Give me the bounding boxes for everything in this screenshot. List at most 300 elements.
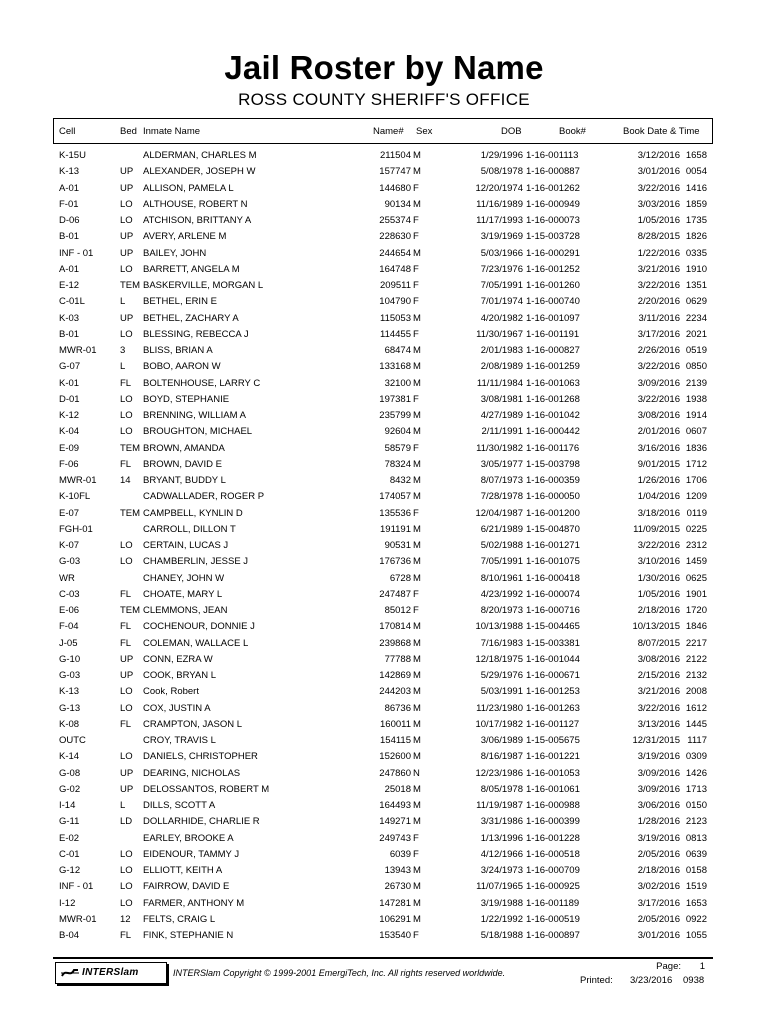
report-title: Jail Roster by Name (224, 49, 544, 86)
row-inmate-name: BOLTENHOUSE, LARRY C (143, 377, 261, 389)
row-bed: UP (120, 182, 134, 194)
table-row (0, 749, 768, 765)
table-row (0, 863, 768, 879)
row-cell: FGH-01 (59, 523, 93, 535)
row-book-number: 1-16-001042 (526, 410, 580, 421)
row-bed: LO (120, 848, 133, 860)
row-name-number: 133168 (379, 361, 411, 373)
row-book-time: 1713 (685, 783, 707, 795)
row-sex: M (413, 913, 421, 925)
row-book-number: 1-16-000050 (526, 491, 580, 503)
table-row (0, 522, 768, 538)
row-cell: G-02 (59, 783, 81, 795)
row-bed: UP (120, 653, 134, 665)
row-sex: F (413, 263, 419, 275)
row-dob: 3/31/1986 (480, 816, 523, 828)
row-book-date: 2/18/2016 (637, 865, 680, 876)
row-dob: 8/16/1987 (480, 751, 523, 763)
row-book-date: 3/21/2016 (637, 263, 680, 275)
row-sex: M (413, 653, 421, 665)
row-book-date: 3/22/2016 (637, 393, 680, 405)
row-cell: K-13 (59, 166, 80, 178)
row-sex: M (413, 751, 421, 763)
row-bed: LO (120, 556, 133, 568)
row-inmate-name: DILLS, SCOTT A (143, 800, 216, 811)
printed-date: 3/23/2016 (630, 975, 673, 986)
row-sex: F (413, 231, 419, 243)
row-sex: M (413, 556, 421, 568)
row-book-date: 1/05/2016 (637, 215, 680, 226)
row-cell: K-14 (59, 751, 80, 763)
row-dob: 11/30/1967 (476, 328, 523, 340)
row-sex: M (413, 865, 421, 876)
row-inmate-name: ALEXANDER, JOSEPH W (143, 166, 256, 178)
row-sex: M (413, 783, 421, 795)
row-bed: LO (120, 540, 133, 551)
row-book-time: 2132 (685, 670, 707, 681)
row-name-number: 244654 (379, 247, 411, 259)
row-book-time: 0309 (685, 751, 707, 763)
row-book-time: 0519 (685, 345, 707, 356)
row-dob: 5/29/1976 (480, 670, 523, 681)
column-header-bed: Bed (120, 126, 137, 137)
row-book-date: 3/19/2016 (637, 751, 680, 763)
row-inmate-name: CLEMMONS, JEAN (143, 605, 228, 616)
row-name-number: 6728 (389, 572, 411, 584)
table-row (0, 603, 768, 619)
row-bed: L (120, 800, 126, 811)
row-sex: M (413, 377, 421, 389)
row-inmate-name: FAIRROW, DAVID E (143, 881, 230, 893)
page-number: 1 (699, 961, 705, 972)
row-inmate-name: BOYD, STEPHANIE (143, 393, 230, 405)
row-dob: 11/19/1987 (476, 800, 523, 811)
row-book-time: 0335 (685, 247, 707, 259)
row-name-number: 135536 (379, 507, 411, 519)
row-sex: M (413, 897, 421, 909)
row-book-date: 2/01/2016 (637, 426, 680, 438)
row-book-date: 1/04/2016 (637, 491, 680, 503)
row-book-time: 2122 (685, 653, 707, 665)
row-name-number: 249743 (379, 832, 411, 844)
row-cell: I-14 (59, 800, 76, 811)
row-inmate-name: DOLLARHIDE, CHARLIE R (143, 816, 260, 828)
row-book-date: 1/26/2016 (637, 475, 680, 486)
row-name-number: 142869 (379, 670, 411, 681)
row-bed: L (120, 361, 126, 373)
row-book-date: 2/18/2016 (637, 605, 680, 616)
row-book-number: 1-16-001097 (526, 312, 580, 324)
row-cell: K-03 (59, 312, 80, 324)
row-sex: M (413, 637, 421, 649)
row-sex: M (413, 312, 421, 324)
row-cell: E-09 (59, 442, 80, 454)
row-dob: 2/08/1989 (480, 361, 523, 373)
row-book-date: 1/22/2016 (637, 247, 680, 259)
row-book-number: 1-16-001260 (526, 280, 580, 291)
table-row (0, 457, 768, 473)
row-bed: FL (120, 377, 132, 389)
row-dob: 4/20/1982 (480, 312, 523, 324)
row-inmate-name: BROWN, AMANDA (143, 442, 225, 454)
row-book-date: 2/05/2016 (637, 848, 680, 860)
row-dob: 5/18/1988 (480, 930, 523, 941)
table-row (0, 424, 768, 440)
row-name-number: 239868 (379, 637, 411, 649)
table-row (0, 831, 768, 847)
row-name-number: 247487 (379, 588, 411, 600)
row-book-number: 1-16-001262 (526, 182, 580, 194)
table-row (0, 896, 768, 912)
row-sex: M (413, 540, 421, 551)
row-book-number: 1-15-003381 (526, 637, 580, 649)
row-book-time: 0813 (685, 832, 707, 844)
row-book-time: 1836 (685, 442, 707, 454)
row-book-time: 1846 (685, 621, 707, 633)
row-name-number: 244203 (379, 686, 411, 698)
row-book-date: 3/09/2016 (637, 377, 680, 389)
row-sex: M (413, 491, 421, 503)
row-name-number: 153540 (379, 930, 411, 941)
table-row (0, 327, 768, 343)
row-inmate-name: COOK, BRYAN L (143, 670, 217, 681)
row-bed: LO (120, 263, 133, 275)
row-book-date: 3/11/2016 (638, 312, 680, 324)
row-name-number: 25018 (384, 783, 411, 795)
row-inmate-name: CERTAIN, LUCAS J (143, 540, 229, 551)
row-sex: F (413, 328, 419, 340)
column-header-row (53, 118, 713, 144)
row-book-date: 3/16/2016 (637, 442, 680, 454)
table-row (0, 408, 768, 424)
row-dob: 7/05/1991 (480, 556, 523, 568)
row-book-number: 1-16-001189 (526, 897, 580, 909)
row-name-number: 176736 (379, 556, 411, 568)
row-inmate-name: CAMPBELL, KYNLIN D (143, 507, 243, 519)
row-cell: B-01 (59, 328, 80, 340)
footer-divider (53, 957, 713, 959)
row-name-number: 197381 (379, 393, 411, 405)
row-book-number: 1-16-001221 (526, 751, 580, 763)
row-bed: 3 (120, 345, 126, 356)
interslam-logo (55, 962, 167, 984)
row-name-number: 164748 (379, 263, 411, 275)
row-book-date: 12/31/2015 (632, 735, 680, 746)
table-row (0, 538, 768, 554)
row-cell: D-01 (59, 393, 80, 405)
row-sex: M (413, 670, 421, 681)
row-cell: MWR-01 (59, 475, 97, 486)
row-dob: 12/04/1987 (475, 507, 523, 519)
row-sex: M (413, 523, 421, 535)
table-row (0, 636, 768, 652)
row-book-number: 1-16-000949 (526, 198, 580, 210)
row-book-date: 3/13/2016 (637, 718, 680, 730)
row-name-number: 90134 (384, 198, 411, 210)
column-header-book-date-time: Book Date & Time (623, 126, 700, 137)
table-row (0, 473, 768, 489)
row-sex: F (413, 848, 419, 860)
row-bed: TEM (120, 605, 141, 616)
row-book-time: 1901 (685, 588, 707, 600)
row-inmate-name: AVERY, ARLENE M (143, 231, 227, 243)
row-dob: 10/17/1982 (475, 718, 523, 730)
row-inmate-name: CROY, TRAVIS L (143, 735, 216, 746)
row-name-number: 8432 (389, 475, 411, 486)
row-book-time: 1712 (685, 458, 707, 470)
table-row (0, 197, 768, 213)
row-cell: G-08 (59, 767, 81, 779)
row-name-number: 255374 (379, 215, 411, 226)
row-inmate-name: CHOATE, MARY L (143, 588, 223, 600)
row-book-time: 1416 (685, 182, 707, 194)
row-book-time: 1612 (685, 702, 707, 714)
row-cell: MWR-01 (59, 913, 97, 925)
row-inmate-name: Cook, Robert (143, 686, 199, 698)
row-name-number: 106291 (379, 913, 411, 925)
row-book-time: 0119 (686, 507, 707, 519)
row-book-date: 1/05/2016 (637, 588, 680, 600)
row-book-time: 0607 (685, 426, 707, 438)
row-book-time: 1910 (685, 263, 707, 275)
row-book-number: 1-16-000399 (526, 816, 580, 828)
row-bed: TEM (120, 280, 141, 291)
row-book-number: 1-16-001252 (526, 263, 580, 275)
table-row (0, 668, 768, 684)
row-name-number: 144680 (379, 182, 411, 194)
row-sex: F (413, 296, 419, 308)
table-row (0, 213, 768, 229)
row-inmate-name: BARRETT, ANGELA M (143, 263, 240, 275)
row-cell: E-06 (59, 605, 80, 616)
row-sex: M (413, 247, 421, 259)
logo-text: INTERSlam (82, 967, 139, 978)
row-book-date: 3/08/2016 (637, 653, 680, 665)
row-bed: LO (120, 426, 133, 438)
row-book-date: 3/02/2016 (637, 881, 680, 893)
row-sex: M (413, 718, 421, 730)
row-bed: LO (120, 702, 133, 714)
row-sex: M (413, 150, 421, 161)
row-book-date: 3/03/2016 (637, 198, 680, 210)
row-dob: 7/01/1974 (480, 296, 523, 308)
row-dob: 1/13/1996 (480, 832, 523, 844)
row-dob: 12/20/1974 (475, 182, 523, 194)
row-inmate-name: FINK, STEPHANIE N (143, 930, 234, 941)
row-cell: OUTC (59, 735, 86, 746)
row-name-number: 160011 (380, 718, 411, 730)
page-label: Page: (656, 961, 681, 972)
row-cell: INF - 01 (59, 247, 94, 259)
column-header-book-number: Book# (559, 126, 586, 137)
table-row (0, 701, 768, 717)
row-dob: 1/29/1996 (480, 150, 523, 161)
row-dob: 7/05/1991 (480, 280, 523, 291)
row-name-number: 235799 (379, 410, 411, 421)
row-book-time: 0054 (685, 166, 707, 178)
row-book-number: 1-16-001228 (526, 832, 580, 844)
row-book-date: 10/13/2015 (632, 621, 680, 633)
row-book-time: 0625 (685, 572, 707, 584)
row-book-number: 1-16-000442 (526, 426, 580, 438)
row-bed: UP (120, 247, 134, 259)
row-inmate-name: CONN, EZRA W (143, 653, 213, 665)
row-book-date: 3/17/2016 (637, 897, 680, 909)
printed-time: 0938 (683, 975, 705, 986)
row-name-number: 147281 (379, 897, 411, 909)
row-book-time: 2008 (685, 686, 707, 698)
column-header-sex: Sex (416, 126, 433, 137)
row-name-number: 85012 (384, 605, 411, 616)
row-cell: K-07 (59, 540, 80, 551)
row-sex: M (413, 735, 421, 746)
row-dob: 4/12/1966 (480, 848, 523, 860)
row-sex: F (413, 832, 419, 844)
row-cell: K-04 (59, 426, 80, 438)
row-dob: 5/03/1991 (480, 686, 523, 698)
row-inmate-name: FELTS, CRAIG L (143, 913, 216, 925)
table-row (0, 181, 768, 197)
row-bed: UP (120, 670, 134, 681)
row-name-number: 152600 (379, 751, 411, 763)
row-sex: M (413, 475, 421, 486)
row-book-number: 1-16-000887 (526, 166, 580, 178)
row-sex: M (413, 702, 421, 714)
row-cell: C-01 (59, 848, 80, 860)
table-row (0, 441, 768, 457)
table-row (0, 262, 768, 278)
table-row (0, 554, 768, 570)
row-book-date: 3/12/2016 (637, 150, 680, 161)
row-book-time: 2123 (685, 816, 707, 828)
row-book-date: 3/09/2016 (637, 783, 680, 795)
row-inmate-name: BETHEL, ZACHARY A (143, 312, 239, 324)
row-name-number: 92604 (384, 426, 411, 438)
column-header-cell: Cell (59, 126, 76, 137)
row-cell: G-03 (59, 670, 81, 681)
row-inmate-name: COLEMAN, WALLACE L (143, 637, 249, 649)
table-row (0, 164, 768, 180)
row-book-date: 3/17/2016 (637, 328, 680, 340)
row-inmate-name: ALTHOUSE, ROBERT N (143, 198, 248, 210)
row-inmate-name: BROWN, DAVID E (143, 458, 222, 470)
row-sex: M (413, 686, 421, 698)
row-inmate-name: CHAMBERLIN, JESSE J (143, 556, 249, 568)
row-inmate-name: ELLIOTT, KEITH A (143, 865, 223, 876)
row-name-number: 68474 (384, 345, 411, 356)
column-header-dob: DOB (501, 126, 522, 137)
row-inmate-name: DELOSSANTOS, ROBERT M (143, 783, 270, 795)
row-dob: 11/30/1982 (476, 442, 523, 454)
row-name-number: 228630 (379, 231, 411, 243)
table-row (0, 246, 768, 262)
row-name-number: 170814 (379, 621, 411, 633)
row-book-time: 2217 (685, 637, 707, 649)
row-book-number: 1-16-001259 (526, 361, 580, 373)
row-cell: J-05 (59, 637, 78, 649)
row-book-number: 1-16-001268 (526, 393, 580, 405)
row-book-number: 1-16-000897 (526, 930, 580, 941)
row-book-number: 1-16-000709 (526, 865, 580, 876)
row-book-number: 1-15-003798 (526, 458, 580, 470)
row-book-time: 1735 (685, 215, 707, 226)
row-dob: 6/21/1989 (480, 523, 523, 535)
row-name-number: 115053 (380, 312, 411, 324)
row-book-date: 8/07/2015 (637, 637, 680, 649)
row-book-time: 1938 (685, 393, 707, 405)
row-name-number: 114455 (380, 328, 411, 340)
table-row (0, 717, 768, 733)
row-book-number: 1-16-000518 (526, 848, 580, 860)
row-bed: LO (120, 328, 133, 340)
row-dob: 11/17/1993 (476, 215, 523, 226)
row-book-time: 2312 (685, 540, 707, 551)
row-book-number: 1-16-001063 (526, 377, 580, 389)
table-row (0, 148, 768, 164)
row-cell: C-03 (59, 588, 80, 600)
row-inmate-name: BLESSING, REBECCA J (143, 328, 249, 340)
table-row (0, 733, 768, 749)
row-cell: F-04 (59, 621, 79, 633)
row-cell: B-04 (59, 930, 80, 941)
row-dob: 12/23/1986 (475, 767, 523, 779)
row-sex: M (413, 166, 421, 178)
row-book-number: 1-16-000074 (526, 588, 580, 600)
row-name-number: 174057 (379, 491, 411, 503)
row-name-number: 78324 (384, 458, 411, 470)
row-bed: UP (120, 231, 134, 243)
logo-mark-icon (60, 967, 80, 979)
row-cell: G-07 (59, 361, 81, 373)
row-cell: G-12 (59, 865, 81, 876)
row-name-number: 13943 (384, 865, 411, 876)
row-inmate-name: ATCHISON, BRITTANY A (143, 215, 252, 226)
row-book-date: 3/06/2016 (637, 800, 680, 811)
row-sex: F (413, 280, 419, 291)
table-row (0, 392, 768, 408)
row-inmate-name: ALLISON, PAMELA L (143, 182, 234, 194)
table-row (0, 798, 768, 814)
row-book-number: 1-16-001253 (526, 686, 580, 698)
row-bed: FL (120, 718, 132, 730)
table-row (0, 814, 768, 830)
column-header-name-number: Name# (373, 126, 404, 137)
row-cell: G-13 (59, 702, 81, 714)
row-sex: F (413, 393, 419, 405)
row-dob: 7/16/1983 (480, 637, 523, 649)
table-row (0, 928, 768, 944)
row-book-date: 3/01/2016 (637, 930, 680, 941)
table-row (0, 912, 768, 928)
row-book-date: 11/09/2015 (633, 523, 680, 535)
table-row (0, 294, 768, 310)
row-book-time: 0850 (685, 361, 707, 373)
row-book-number: 1-16-001271 (526, 540, 580, 551)
row-bed: LO (120, 215, 133, 226)
row-name-number: 149271 (379, 816, 411, 828)
row-cell: E-02 (59, 832, 80, 844)
row-bed: FL (120, 637, 132, 649)
row-dob: 11/11/1984 (476, 377, 523, 389)
row-sex: M (413, 426, 421, 438)
table-row (0, 571, 768, 587)
row-dob: 3/08/1981 (480, 393, 523, 405)
row-book-number: 1-16-001061 (526, 783, 580, 795)
row-book-date: 3/21/2016 (637, 686, 680, 698)
table-row (0, 311, 768, 327)
row-book-number: 1-15-004465 (526, 621, 580, 633)
row-sex: F (413, 182, 419, 194)
